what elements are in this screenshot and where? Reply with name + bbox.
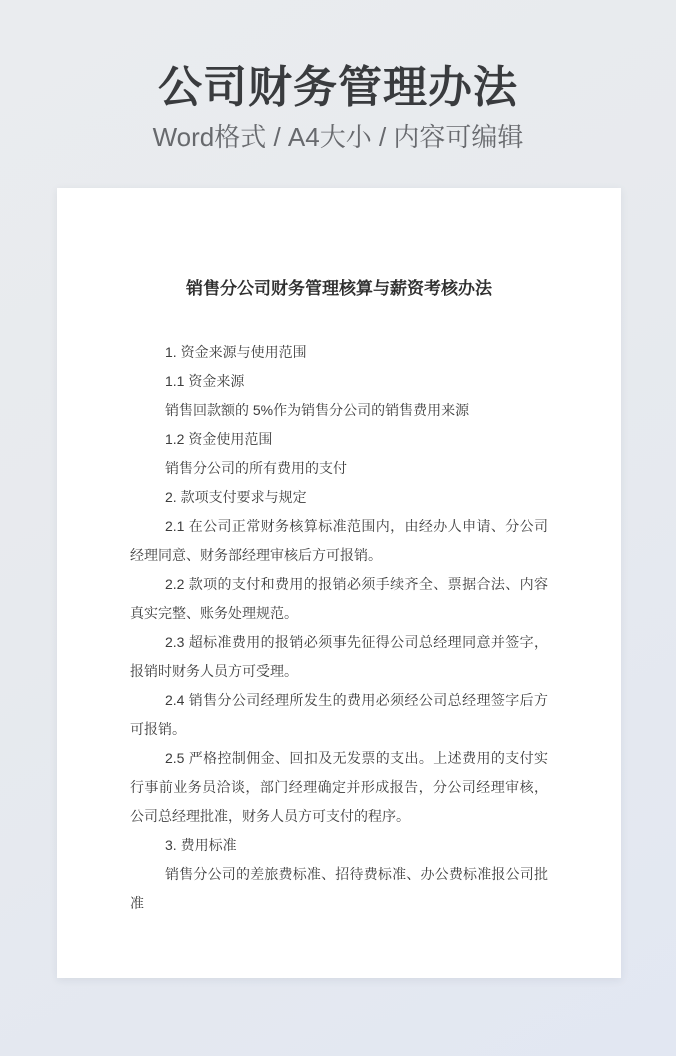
doc-paragraph: 销售回款额的 5%作为销售分公司的销售费用来源 — [165, 402, 470, 418]
header — [0, 0, 676, 152]
doc-paragraph: 2.3 超标准费用的报销必须事先征得公司总经理同意并签字，报销时财务人员方可受理。 — [130, 634, 548, 679]
document-title: 销售分公司财务管理核算与薪资考核办法 — [186, 279, 492, 298]
doc-paragraph-heading: 1.1 资金来源 — [165, 373, 245, 389]
doc-paragraph-heading: 2. 款项支付要求与规定 — [165, 489, 307, 505]
product-title: 公司财务管理办法 — [158, 63, 518, 112]
doc-paragraph: 2.5 严格控制佣金、回扣及无发票的支出。上述费用的支付实行事前业务员洽谈，部门经理确定并形成报告，分公司经理审核，公司总经理批准，财务人员方可支付的程序。 — [130, 750, 548, 824]
document-body — [130, 338, 548, 918]
doc-paragraph-heading: 1. 资金来源与使用范围 — [165, 344, 307, 360]
document-page — [57, 188, 621, 978]
doc-paragraph: 2.1 在公司正常财务核算标准范围内，由经办人申请、分公司经理同意、财务部经理审核后方可报销。 — [130, 518, 548, 563]
doc-paragraph: 销售分公司的所有费用的支付 — [165, 460, 347, 476]
doc-paragraph: 销售分公司的差旅费标准、招待费标准、办公费标准报公司批准 — [130, 866, 548, 911]
doc-paragraph: 2.4 销售分公司经理所发生的费用必须经公司总经理签字后方可报销。 — [130, 692, 548, 737]
product-subtitle: Word格式 / A4大小 / 内容可编辑 — [152, 122, 524, 152]
doc-paragraph-heading: 3. 费用标准 — [165, 837, 237, 853]
doc-paragraph: 2.2 款项的支付和费用的报销必须手续齐全、票据合法、内容真实完整、账务处理规范。 — [130, 576, 548, 621]
doc-paragraph-heading: 1.2 资金使用范围 — [165, 431, 273, 447]
